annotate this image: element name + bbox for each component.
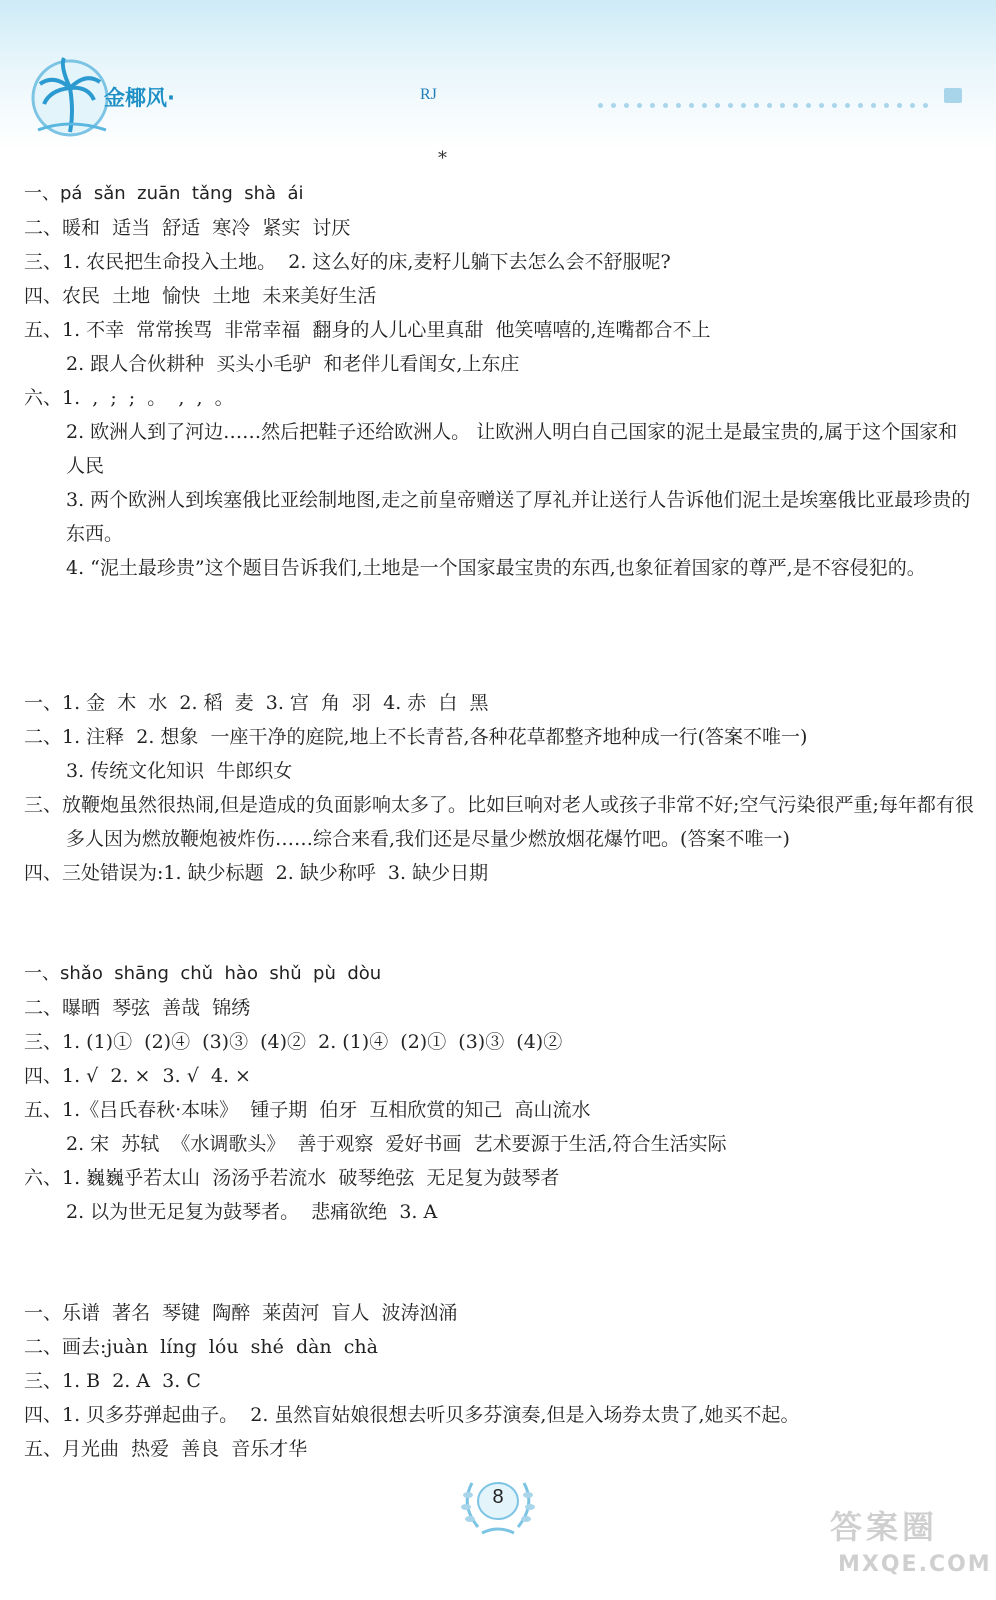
watermark-url: MXQE.COM	[838, 1552, 992, 1577]
page-header	[0, 0, 996, 150]
answer-section-1	[24, 177, 974, 585]
answer-line: 四、1. √ 2. × 3. √ 4. ×	[24, 1065, 251, 1087]
answer-line: 3. 传统文化知识 牛郎织女	[66, 760, 293, 782]
edition-label: RJ	[420, 86, 437, 103]
answer-line: 二、暖和 适当 舒适 寒冷 紧实 讨厌	[24, 217, 351, 239]
answer-section-2	[24, 686, 974, 890]
page-number: 8	[492, 1486, 504, 1508]
answer-line: 一、shǎo shāng chǔ hào shǔ pù dòu	[24, 963, 382, 984]
header-dots-decoration	[598, 93, 943, 103]
answer-line: 4. “泥土最珍贵”这个题目告诉我们,土地是一个国家最宝贵的东西,也象征着国家的尊严,是不容侵犯的。	[66, 557, 926, 579]
answer-line: 三、放鞭炮虽然很热闹,但是造成的负面影响太多了。比如巨响对老人或孩子非常不好;空气污染很严重;每年都有很多人因为燃放鞭炮被炸伤……综合来看,我们还是尽量少燃放烟花爆竹吧。(答案不唯一)	[24, 794, 974, 850]
answer-line: 一、乐谱 著名 琴键 陶醉 莱茵河 盲人 波涛汹涌	[24, 1302, 458, 1324]
answer-line: 二、曝晒 琴弦 善哉 锦绣	[24, 997, 251, 1019]
answer-line: 五、月光曲 热爱 善良 音乐才华	[24, 1438, 308, 1460]
answer-line: 3. 两个欧洲人到埃塞俄比亚绘制地图,走之前皇帝赠送了厚礼并让送行人告诉他们泥土是埃塞俄比亚最珍贵的东西。	[66, 489, 971, 545]
answer-line: 五、1.《吕氏春秋·本味》 锺子期 伯牙 互相欣赏的知己 高山流水	[24, 1099, 591, 1121]
answer-line: 三、1. B 2. A 3. C	[24, 1370, 201, 1392]
header-dots-end-decoration	[944, 88, 962, 103]
answer-line: 三、1. (1)① (2)④ (3)③ (4)② 2. (1)④ (2)① (3)③ (4)②	[24, 1031, 563, 1053]
answer-line: 一、1. 金 木 水 2. 稻 麦 3. 宫 角 羽 4. 赤 白 黑	[24, 692, 489, 714]
brand-name: 金椰风·	[104, 86, 175, 110]
answer-line: 2. 以为世无足复为鼓琴者。 悲痛欲绝 3. A	[66, 1201, 438, 1223]
answer-line: 四、农民 土地 愉快 土地 未来美好生活	[24, 285, 377, 307]
answer-line: 四、三处错误为:1. 缺少标题 2. 缺少称呼 3. 缺少日期	[24, 862, 489, 884]
answer-line: 五、1. 不幸 常常挨骂 非常幸福 翻身的人儿心里真甜 他笑嘻嘻的,连嘴都合不上	[24, 319, 711, 341]
section-marker: *	[438, 148, 447, 169]
answer-line: 二、1. 注释 2. 想象 一座干净的庭院,地上不长青苔,各种花草都整齐地种成一行(答案不唯一)	[24, 726, 808, 748]
answer-line: 2. 宋 苏轼 《水调歌头》 善于观察 爱好书画 艺术要源于生活,符合生活实际	[66, 1133, 727, 1155]
answer-line: 六、1. , ; ; 。 , , 。	[24, 387, 234, 409]
answer-line: 2. 跟人合伙耕种 买头小毛驴 和老伴儿看闺女,上东庄	[66, 353, 520, 375]
watermark-logo-text: 答案圈	[830, 1508, 939, 1546]
answer-section-4	[24, 1296, 974, 1466]
answer-line: 二、画去:juàn líng lóu shé dàn chà	[24, 1336, 378, 1358]
answer-line: 三、1. 农民把生命投入土地。 2. 这么好的床,麦籽儿躺下去怎么会不舒服呢?	[24, 251, 671, 273]
answer-section-3	[24, 957, 974, 1229]
answer-line: 一、pá sǎn zuān tǎng shà ái	[24, 183, 304, 204]
answer-line: 2. 欧洲人到了河边……然后把鞋子还给欧洲人。 让欧洲人明白自己国家的泥土是最宝贵的,属于这个国家和人民	[66, 421, 958, 477]
answer-line: 四、1. 贝多芬弹起曲子。 2. 虽然盲姑娘很想去听贝多芬演奏,但是入场券太贵了,她买不起。	[24, 1404, 800, 1426]
answer-line: 六、1. 巍巍乎若太山 汤汤乎若流水 破琴绝弦 无足复为鼓琴者	[24, 1167, 560, 1189]
